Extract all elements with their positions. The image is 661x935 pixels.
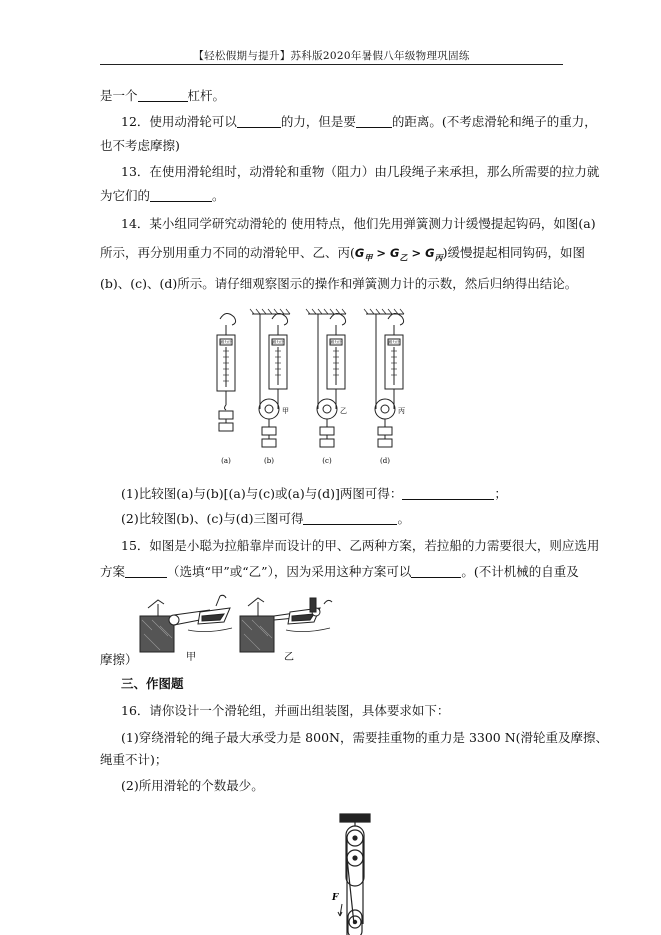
question-14-line-3: (b)、(c)、(d)所示。请仔细观察图示的操作和弹簧测力计的示数，然后归纳得出结论。 bbox=[100, 276, 578, 291]
panel-label-a: (a) bbox=[221, 457, 231, 465]
text: (1)比较图(a)与(b)[(a)与(c)或(a)与(d)]两图可得： bbox=[121, 486, 403, 501]
pulley-label-bing: 丙 bbox=[398, 407, 405, 415]
label-jia: 甲 bbox=[186, 652, 196, 663]
text: )缓慢提起相同钩码，如图 bbox=[442, 245, 585, 260]
panel-a bbox=[217, 313, 236, 431]
page-header: 【轻松假期与提升】苏科版2020年暑假八年级物理巩固练 bbox=[193, 50, 470, 62]
text: 为它们的 bbox=[100, 188, 151, 203]
text: 杠杆。 bbox=[187, 88, 226, 103]
question-15-line-1: 15．如图是小聪为拉船靠岸而设计的甲、乙两种方案，若拉船的力需要很大，则应选用 bbox=[121, 538, 600, 553]
section-3-heading: 三、作图题 bbox=[121, 676, 184, 691]
scheme-yi bbox=[240, 598, 332, 652]
question-12-line-1 bbox=[121, 114, 597, 130]
answer-blank[interactable] bbox=[150, 189, 212, 202]
question-16-req-2: (2)所用滑轮的个数最少。 bbox=[121, 778, 264, 793]
question-14-line-2 bbox=[100, 245, 585, 266]
question-15-line-2 bbox=[100, 564, 579, 580]
answer-blank[interactable] bbox=[125, 565, 167, 578]
text: 。 bbox=[212, 188, 225, 203]
text: 。(不计机械的自重及 bbox=[461, 564, 579, 579]
panel-c bbox=[317, 313, 346, 447]
answer-blank[interactable] bbox=[402, 487, 494, 500]
figure-14-spring-scale-pulleys bbox=[200, 305, 420, 470]
panel-label-c: (c) bbox=[322, 457, 332, 465]
force-label: F bbox=[332, 893, 339, 903]
g-yi: $G_乙$ bbox=[390, 246, 408, 263]
answer-blank[interactable] bbox=[356, 115, 392, 128]
text: 的距离。(不考虑滑轮和绳子的重力， bbox=[391, 114, 597, 129]
question-16-req-1-line-2: 绳重不计)； bbox=[100, 752, 168, 767]
panel-label-b: (b) bbox=[264, 457, 274, 465]
answer-blank[interactable] bbox=[237, 115, 281, 128]
gt-sign: > bbox=[407, 246, 426, 260]
figure-16-pulley-block bbox=[330, 812, 390, 935]
scale-text-b: 测力计 bbox=[272, 339, 284, 345]
question-15-line-3: 摩擦） bbox=[100, 652, 138, 667]
figure-15-boat-pulling bbox=[138, 590, 338, 662]
question-16-req-1-line-1: (1)穿绕滑轮的绳子最大承受力是 800N，需要挂重物的重力是 3300 N(滑轮重及摩擦、 bbox=[121, 730, 609, 745]
text: 12．使用动滑轮可以 bbox=[121, 114, 237, 129]
question-12-line-2: 也不考虑摩擦) bbox=[100, 138, 180, 153]
text: 方案 bbox=[100, 564, 126, 579]
line-1 bbox=[100, 88, 225, 104]
question-14-part-1 bbox=[121, 486, 507, 502]
panel-d bbox=[375, 313, 404, 447]
answer-blank[interactable] bbox=[303, 512, 397, 525]
text: (2)比较图(b)、(c)与(d)三图可得 bbox=[121, 511, 304, 526]
answer-blank[interactable] bbox=[411, 565, 461, 578]
text: （选填“甲”或“乙”），因为采用这种方案可以 bbox=[167, 564, 412, 579]
question-16-line-1: 16．请你设计一个滑轮组，并画出组装图，具体要求如下： bbox=[121, 703, 450, 718]
scale-text-a: 测力计 bbox=[220, 339, 232, 345]
text: 。 bbox=[397, 511, 410, 526]
panel-b bbox=[259, 313, 288, 447]
scale-text-c: 测力计 bbox=[330, 339, 342, 345]
pulley-label-yi: 乙 bbox=[340, 407, 347, 415]
header-rule bbox=[100, 64, 563, 65]
scheme-jia bbox=[140, 595, 232, 652]
g-jia: $G_甲$ bbox=[354, 246, 373, 263]
text: 是一个 bbox=[100, 88, 138, 103]
label-yi: 乙 bbox=[284, 652, 294, 663]
question-14-line-1: 14．某小组同学研究动滑轮的 使用特点，他们先用弹簧测力计缓慢提起钩码，如图(a) bbox=[121, 216, 596, 231]
text: 所示，再分别用重力不同的动滑轮甲、乙、丙( bbox=[100, 245, 355, 260]
question-14-part-2 bbox=[121, 511, 410, 527]
gt-sign: > bbox=[372, 246, 390, 260]
text: ； bbox=[494, 486, 507, 501]
question-13-line-1: 13．在使用滑轮组时，动滑轮和重物（阻力）由几段绳子来承担，那么所需要的拉力就 bbox=[121, 164, 600, 179]
panel-label-d: (d) bbox=[380, 457, 390, 465]
question-13-line-2 bbox=[100, 188, 225, 204]
answer-blank[interactable] bbox=[138, 89, 188, 102]
text: 的力，但是要 bbox=[280, 114, 356, 129]
scale-text-d: 测力计 bbox=[388, 339, 400, 345]
g-bing: $G_丙$ bbox=[425, 246, 443, 263]
pulley-label-jia: 甲 bbox=[282, 407, 289, 415]
